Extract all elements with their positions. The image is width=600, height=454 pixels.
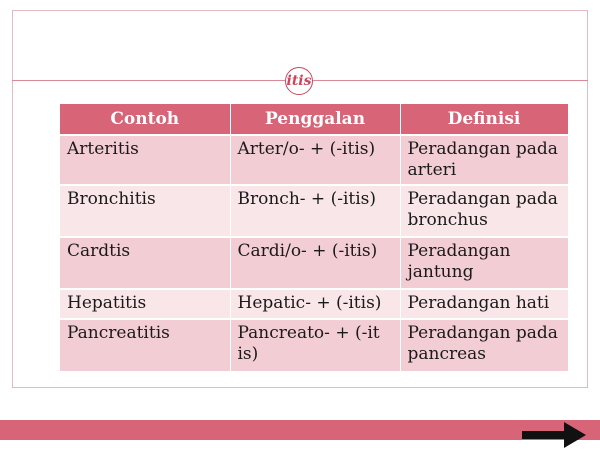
cell-definisi: Peradangan pada bronchus bbox=[400, 185, 568, 237]
cell-contoh: Cardtis bbox=[60, 237, 230, 289]
next-slide-button[interactable] bbox=[520, 420, 588, 450]
header-definisi: Definisi bbox=[400, 104, 568, 135]
table-row bbox=[60, 185, 568, 237]
header-contoh: Contoh bbox=[60, 104, 230, 135]
cell-contoh: Pancreatitis bbox=[60, 319, 230, 371]
itis-badge-text: itis bbox=[286, 73, 312, 89]
header-penggalan: Penggalan bbox=[230, 104, 400, 135]
bottom-accent-bar bbox=[0, 420, 600, 440]
suffix-table bbox=[60, 104, 569, 371]
table-header-row bbox=[60, 104, 568, 135]
cell-penggalan: Bronch- + (-itis) bbox=[230, 185, 400, 237]
cell-contoh: Hepatitis bbox=[60, 289, 230, 319]
arrow-right-icon bbox=[520, 420, 588, 450]
table-row bbox=[60, 319, 568, 371]
cell-penggalan: Hepatic- + (-itis) bbox=[230, 289, 400, 319]
cell-definisi: Peradangan pada pancreas bbox=[400, 319, 568, 371]
cell-penggalan: Arter/o- + (-itis) bbox=[230, 135, 400, 185]
cell-definisi: Peradangan hati bbox=[400, 289, 568, 319]
cell-penggalan: Cardi/o- + (-itis) bbox=[230, 237, 400, 289]
cell-contoh: Bronchitis bbox=[60, 185, 230, 237]
table-row bbox=[60, 237, 568, 289]
cell-definisi: Peradangan jantung bbox=[400, 237, 568, 289]
cell-definisi: Peradangan pada arteri bbox=[400, 135, 568, 185]
table-row bbox=[60, 135, 568, 185]
itis-badge bbox=[285, 67, 313, 95]
cell-penggalan: Pancreato- + (-it is) bbox=[230, 319, 400, 371]
table-row bbox=[60, 289, 568, 319]
cell-contoh: Arteritis bbox=[60, 135, 230, 185]
